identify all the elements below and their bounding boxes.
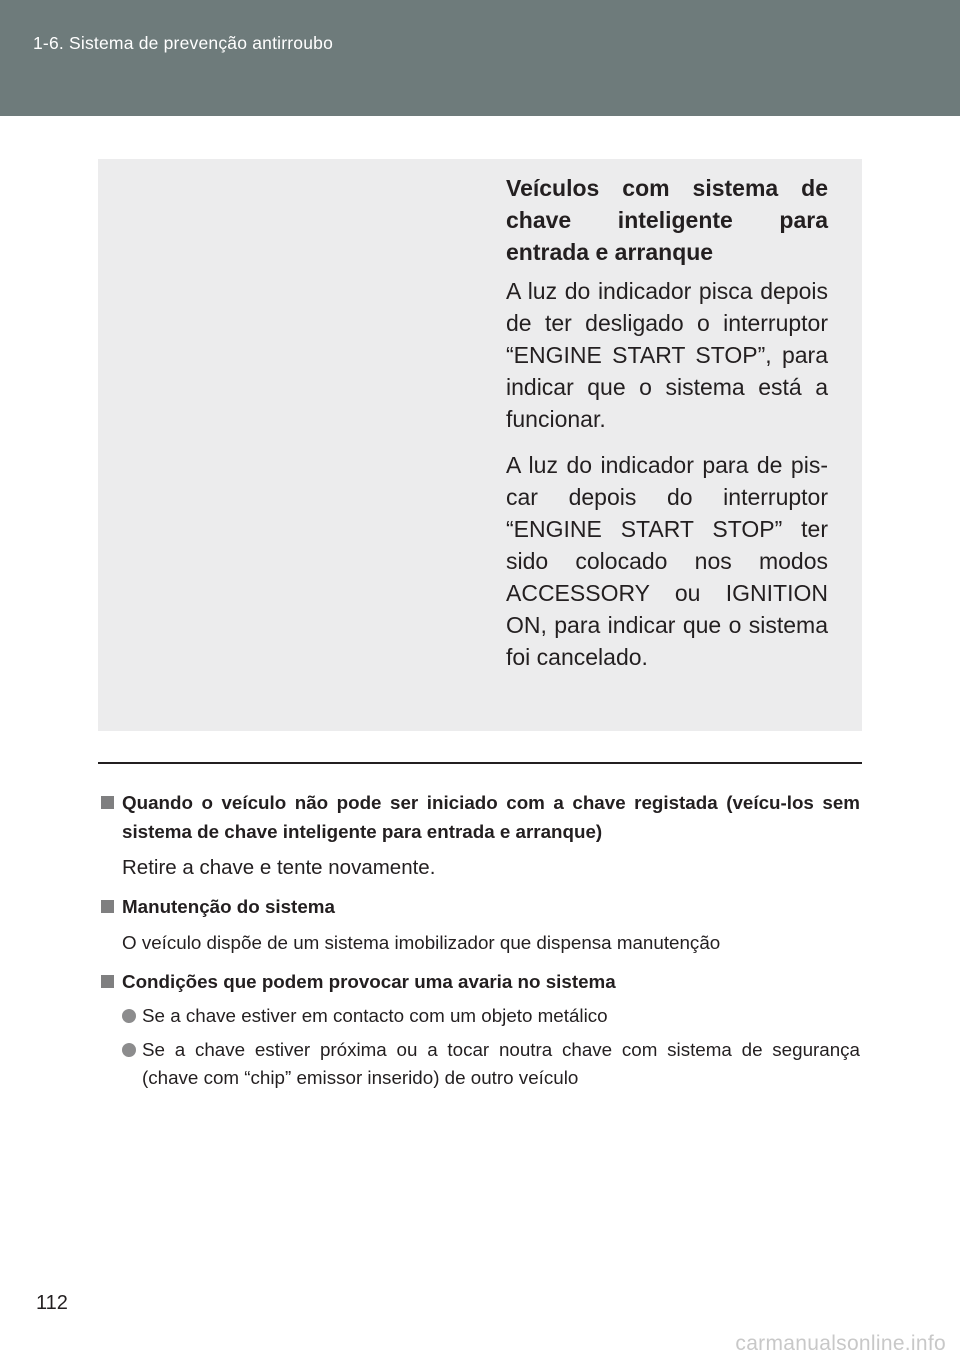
note-heading-text: Condições que podem provocar uma avaria no sistema — [122, 971, 616, 992]
note-body: O veículo dispõe de um sistema imobilizador que dispensa manutenção — [122, 932, 721, 953]
panel-paragraph: A luz do indicador pisca depois de ter desligado o interruptor “ENGINE START STOP”, para indicar que o sistema está a funcionar. — [506, 278, 828, 432]
note-item — [100, 967, 860, 1092]
watermark: carmanualsonline.info — [735, 1332, 946, 1355]
indicator-info-panel — [98, 159, 862, 731]
section-divider — [98, 762, 862, 764]
circle-bullet-icon — [122, 1043, 136, 1057]
panel-heading: Veículos com sistema de chave inteligente para entrada e arranque — [506, 175, 828, 265]
section-title: 1-6. Sistema de prevenção antirroubo — [33, 33, 334, 53]
panel-text — [506, 172, 828, 673]
square-bullet-icon — [101, 796, 114, 809]
page-number: 112 — [36, 1292, 68, 1314]
square-bullet-icon — [101, 900, 114, 913]
circle-bullet-icon — [122, 1009, 136, 1023]
list-item-text: Se a chave estiver próxima ou a tocar noutra chave com sistema de segurança (chave com “chip” emissor inserido) de outro veículo — [142, 1039, 860, 1088]
page-header-bar — [0, 0, 960, 116]
list-item — [100, 1036, 860, 1092]
note-heading — [100, 967, 860, 996]
note-heading — [100, 788, 860, 846]
note-item — [100, 788, 860, 882]
note-heading — [100, 892, 860, 921]
panel-paragraph: A luz do indicador para de pis-car depois do interruptor “ENGINE START STOP” ter sido colocado nos modos ACCESSORY ou IGNITION ON, para indicar que o sistema foi cancelado. — [506, 452, 828, 670]
note-item — [100, 892, 860, 957]
list-item — [100, 1002, 860, 1030]
square-bullet-icon — [101, 975, 114, 988]
note-body: Retire a chave e tente novamente. — [122, 856, 436, 879]
notes-section — [100, 788, 860, 1092]
note-heading-text: Manutenção do sistema — [122, 896, 335, 917]
list-item-text: Se a chave estiver em contacto com um objeto metálico — [142, 1005, 608, 1026]
note-heading-text: Quando o veículo não pode ser iniciado com a chave registada (veícu-los sem sistema de chave inteligente para entrada e arranque) — [122, 792, 860, 842]
